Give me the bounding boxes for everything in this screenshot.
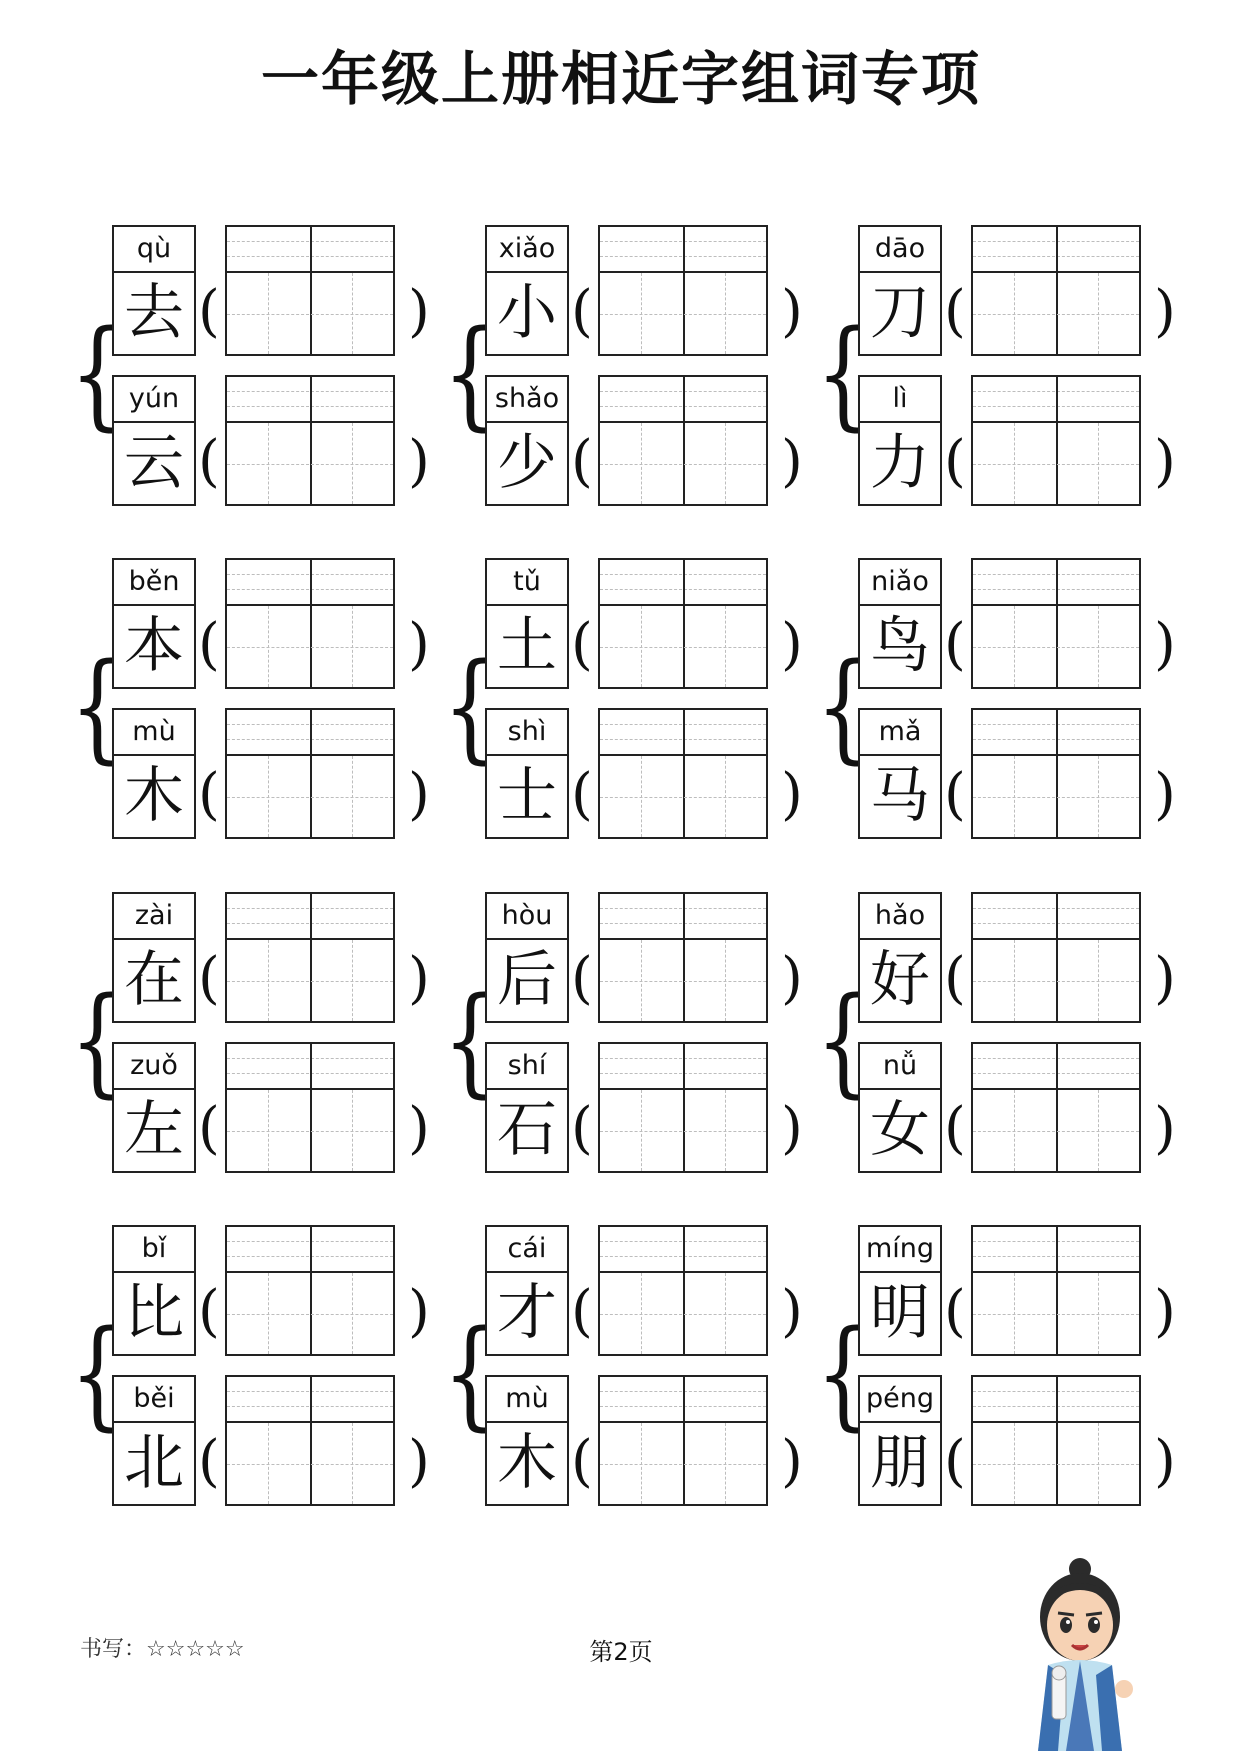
char-row-top [112,225,457,360]
close-parenthesis: ) [781,1096,803,1161]
pinyin-label: mù [485,1375,569,1423]
word-group [443,1225,830,1515]
pinyin-label: hǎo [858,892,942,940]
answer-writing-box[interactable] [598,375,768,506]
word-group [443,225,830,515]
pinyin-label: shí [485,1042,569,1090]
grid-guide-line [227,1131,393,1132]
pinyin-label: nǚ [858,1042,942,1090]
word-group [70,558,457,848]
char-row-top [858,1225,1203,1360]
answer-writing-box[interactable] [225,375,395,506]
char-row-bottom [485,1375,830,1510]
word-group [816,1225,1203,1515]
char-row-top [485,892,830,1027]
close-parenthesis: ) [781,279,803,344]
answer-writing-box[interactable] [598,1225,768,1356]
grid-guide-line [600,797,766,798]
grid-guide-line [973,1464,1139,1465]
grid-guide-line [600,1131,766,1132]
hanzi-character: 小 [485,271,569,356]
answer-writing-box[interactable] [971,375,1141,506]
word-group [816,892,1203,1182]
grid-guide-line [973,647,1139,648]
grid-guide-line [268,273,269,354]
grid-guide-line [1056,1044,1058,1171]
answer-writing-box[interactable] [598,892,768,1023]
char-row-bottom [485,375,830,510]
word-group [443,558,830,848]
grid-guide-line [973,1314,1139,1315]
page-number: 第2页 [589,1638,653,1666]
answer-writing-box[interactable] [225,1225,395,1356]
grid-guide-line [683,710,685,837]
grid-guide-line [683,894,685,1021]
close-parenthesis: ) [408,762,430,827]
grid-guide-line [600,464,766,465]
grid-guide-line [227,797,393,798]
pinyin-label: xiǎo [485,225,569,273]
close-parenthesis: ) [1154,1279,1176,1344]
char-row-top [858,558,1203,693]
pinyin-label: niǎo [858,558,942,606]
char-row-top [485,225,830,360]
writing-rating: 书写：☆☆☆☆☆ [80,1637,245,1662]
grid-guide-line [725,1090,726,1171]
grid-guide-line [1014,756,1015,837]
group-brace: { [816,637,871,775]
answer-writing-box[interactable] [971,558,1141,689]
grid-guide-line [683,1227,685,1354]
char-row-bottom [112,375,457,510]
hanzi-character: 木 [112,754,196,839]
grid-guide-line [683,1377,685,1504]
close-parenthesis: ) [781,946,803,1011]
open-parenthesis: ( [944,612,966,677]
hanzi-character: 土 [485,604,569,689]
char-row-bottom [112,708,457,843]
word-group [70,225,457,515]
open-parenthesis: ( [198,762,220,827]
grid-guide-line [1014,940,1015,1021]
grid-guide-line [973,314,1139,315]
grid-guide-line [1014,606,1015,687]
grid-guide-line [268,756,269,837]
group-brace: { [816,971,871,1109]
char-row-bottom [112,1375,457,1510]
open-parenthesis: ( [198,946,220,1011]
close-parenthesis: ) [781,429,803,494]
grid-guide-line [725,1423,726,1504]
pinyin-label: cái [485,1225,569,1273]
grid-guide-line [352,756,353,837]
pinyin-label: bǐ [112,1225,196,1273]
grid-guide-line [1056,560,1058,687]
grid-guide-line [352,606,353,687]
char-row-bottom [858,708,1203,843]
grid-guide-line [352,940,353,1021]
group-brace: { [443,1304,498,1442]
hanzi-character: 本 [112,604,196,689]
answer-writing-box[interactable] [225,708,395,839]
grid-guide-line [227,647,393,648]
grid-guide-line [352,273,353,354]
grid-guide-line [227,1314,393,1315]
close-parenthesis: ) [408,1279,430,1344]
char-row-top [485,1225,830,1360]
grid-guide-line [310,710,312,837]
grid-guide-line [310,377,312,504]
char-row-top [858,225,1203,360]
answer-writing-box[interactable] [598,1042,768,1173]
char-row-bottom [858,1042,1203,1177]
close-parenthesis: ) [1154,612,1176,677]
hanzi-character: 才 [485,1271,569,1356]
grid-guide-line [1014,1090,1015,1171]
grid-guide-line [352,1423,353,1504]
hanzi-character: 石 [485,1088,569,1173]
answer-writing-box[interactable] [971,708,1141,839]
pinyin-label: mǎ [858,708,942,756]
pinyin-label: mù [112,708,196,756]
grid-guide-line [641,940,642,1021]
answer-writing-box[interactable] [598,225,768,356]
grid-guide-line [1014,423,1015,504]
grid-guide-line [641,756,642,837]
answer-writing-box[interactable] [971,1225,1141,1356]
hanzi-character: 木 [485,1421,569,1506]
open-parenthesis: ( [198,1429,220,1494]
grid-guide-line [310,1044,312,1171]
pinyin-label: shì [485,708,569,756]
grid-guide-line [641,423,642,504]
answer-writing-box[interactable] [225,1375,395,1506]
open-parenthesis: ( [571,1279,593,1344]
grid-guide-line [973,464,1139,465]
grid-guide-line [641,1423,642,1504]
hanzi-character: 朋 [858,1421,942,1506]
open-parenthesis: ( [198,1096,220,1161]
pinyin-label: tǔ [485,558,569,606]
pinyin-label: lì [858,375,942,423]
open-parenthesis: ( [571,1096,593,1161]
hanzi-character: 女 [858,1088,942,1173]
close-parenthesis: ) [781,612,803,677]
grid-guide-line [641,606,642,687]
grid-guide-line [1014,273,1015,354]
char-row-top [485,558,830,693]
hanzi-character: 比 [112,1271,196,1356]
grid-guide-line [1098,606,1099,687]
grid-guide-line [600,1314,766,1315]
word-group [70,892,457,1182]
grid-guide-line [227,464,393,465]
grid-guide-line [1098,273,1099,354]
grid-guide-line [227,1464,393,1465]
open-parenthesis: ( [944,1096,966,1161]
grid-guide-line [1056,1377,1058,1504]
group-brace: { [443,304,498,442]
answer-writing-box[interactable] [971,225,1141,356]
char-row-bottom [858,375,1203,510]
grid-guide-line [973,981,1139,982]
close-parenthesis: ) [1154,1429,1176,1494]
close-parenthesis: ) [1154,1096,1176,1161]
grid-guide-line [1098,940,1099,1021]
answer-writing-box[interactable] [225,558,395,689]
grid-guide-line [352,423,353,504]
grid-guide-line [600,314,766,315]
grid-guide-line [310,560,312,687]
close-parenthesis: ) [408,279,430,344]
close-parenthesis: ) [781,762,803,827]
char-row-bottom [858,1375,1203,1510]
close-parenthesis: ) [1154,946,1176,1011]
hanzi-character: 马 [858,754,942,839]
group-brace: { [70,971,125,1109]
open-parenthesis: ( [571,946,593,1011]
group-brace: { [70,637,125,775]
grid-guide-line [1056,227,1058,354]
pinyin-label: hòu [485,892,569,940]
grid-guide-line [641,1090,642,1171]
grid-guide-line [683,227,685,354]
answer-writing-box[interactable] [598,558,768,689]
hanzi-character: 好 [858,938,942,1023]
group-brace: { [443,637,498,775]
open-parenthesis: ( [571,279,593,344]
open-parenthesis: ( [198,1279,220,1344]
grid-guide-line [268,423,269,504]
hanzi-character: 鸟 [858,604,942,689]
word-group [816,558,1203,848]
grid-guide-line [725,1273,726,1354]
page-title: 一年级上册相近字组词专项 [260,45,981,113]
group-brace: { [443,971,498,1109]
grid-guide-line [310,1377,312,1504]
open-parenthesis: ( [571,612,593,677]
open-parenthesis: ( [944,1429,966,1494]
grid-guide-line [973,797,1139,798]
grid-guide-line [725,756,726,837]
pinyin-label: péng [858,1375,942,1423]
pinyin-label: míng [858,1225,942,1273]
hanzi-character: 明 [858,1271,942,1356]
grid-guide-line [641,273,642,354]
grid-guide-line [725,940,726,1021]
grid-guide-line [227,981,393,982]
answer-writing-box[interactable] [598,1375,768,1506]
pinyin-label: qù [112,225,196,273]
grid-guide-line [268,1273,269,1354]
word-group [443,892,830,1182]
open-parenthesis: ( [944,429,966,494]
close-parenthesis: ) [408,1429,430,1494]
grid-guide-line [1098,423,1099,504]
open-parenthesis: ( [198,612,220,677]
hanzi-character: 去 [112,271,196,356]
close-parenthesis: ) [1154,429,1176,494]
answer-writing-box[interactable] [971,1375,1141,1506]
grid-guide-line [268,940,269,1021]
close-parenthesis: ) [781,1429,803,1494]
pinyin-label: zài [112,892,196,940]
answer-writing-box[interactable] [598,708,768,839]
grid-guide-line [1098,756,1099,837]
char-row-top [112,1225,457,1360]
answer-writing-box[interactable] [971,892,1141,1023]
grid-guide-line [268,1423,269,1504]
open-parenthesis: ( [571,1429,593,1494]
char-row-top [112,892,457,1027]
hanzi-character: 左 [112,1088,196,1173]
grid-guide-line [1014,1273,1015,1354]
pinyin-label: dāo [858,225,942,273]
answer-writing-box[interactable] [225,1042,395,1173]
open-parenthesis: ( [198,429,220,494]
open-parenthesis: ( [944,279,966,344]
grid-guide-line [310,1227,312,1354]
group-brace: { [816,304,871,442]
char-row-bottom [485,708,830,843]
open-parenthesis: ( [571,429,593,494]
grid-guide-line [227,314,393,315]
grid-guide-line [725,423,726,504]
grid-guide-line [600,1464,766,1465]
answer-writing-box[interactable] [971,1042,1141,1173]
grid-guide-line [1098,1423,1099,1504]
open-parenthesis: ( [198,279,220,344]
grid-guide-line [683,1044,685,1171]
grid-guide-line [1056,894,1058,1021]
grid-guide-line [1014,1423,1015,1504]
word-group [70,1225,457,1515]
hanzi-character: 云 [112,421,196,506]
grid-guide-line [1098,1273,1099,1354]
open-parenthesis: ( [944,946,966,1011]
char-row-top [112,558,457,693]
grid-guide-line [352,1090,353,1171]
close-parenthesis: ) [408,612,430,677]
grid-guide-line [310,894,312,1021]
open-parenthesis: ( [944,762,966,827]
group-brace: { [70,304,125,442]
answer-writing-box[interactable] [225,892,395,1023]
grid-guide-line [1098,1090,1099,1171]
pinyin-label: běn [112,558,196,606]
grid-guide-line [600,647,766,648]
pinyin-label: běi [112,1375,196,1423]
close-parenthesis: ) [1154,279,1176,344]
grid-guide-line [725,606,726,687]
grid-guide-line [1056,1227,1058,1354]
close-parenthesis: ) [781,1279,803,1344]
hanzi-character: 少 [485,421,569,506]
word-group [816,225,1203,515]
grid-guide-line [1056,710,1058,837]
char-row-top [858,892,1203,1027]
hanzi-character: 刀 [858,271,942,356]
grid-guide-line [310,227,312,354]
char-row-bottom [485,1042,830,1177]
group-brace: { [70,1304,125,1442]
pinyin-label: yún [112,375,196,423]
grid-guide-line [352,1273,353,1354]
close-parenthesis: ) [408,429,430,494]
grid-guide-line [973,1131,1139,1132]
pinyin-label: zuǒ [112,1042,196,1090]
answer-writing-box[interactable] [225,225,395,356]
grid-guide-line [683,377,685,504]
hanzi-character: 在 [112,938,196,1023]
close-parenthesis: ) [408,1096,430,1161]
hanzi-character: 北 [112,1421,196,1506]
grid-guide-line [641,1273,642,1354]
pinyin-label: shǎo [485,375,569,423]
grid-guide-line [268,606,269,687]
grid-guide-line [725,273,726,354]
char-row-bottom [112,1042,457,1177]
hanzi-character: 士 [485,754,569,839]
close-parenthesis: ) [1154,762,1176,827]
close-parenthesis: ) [408,946,430,1011]
grid-guide-line [1056,377,1058,504]
hanzi-character: 后 [485,938,569,1023]
grid-guide-line [683,560,685,687]
scholar-mascot-illustration [1018,1555,1158,1755]
group-brace: { [816,1304,871,1442]
hanzi-character: 力 [858,421,942,506]
open-parenthesis: ( [571,762,593,827]
grid-guide-line [600,981,766,982]
grid-guide-line [268,1090,269,1171]
open-parenthesis: ( [944,1279,966,1344]
